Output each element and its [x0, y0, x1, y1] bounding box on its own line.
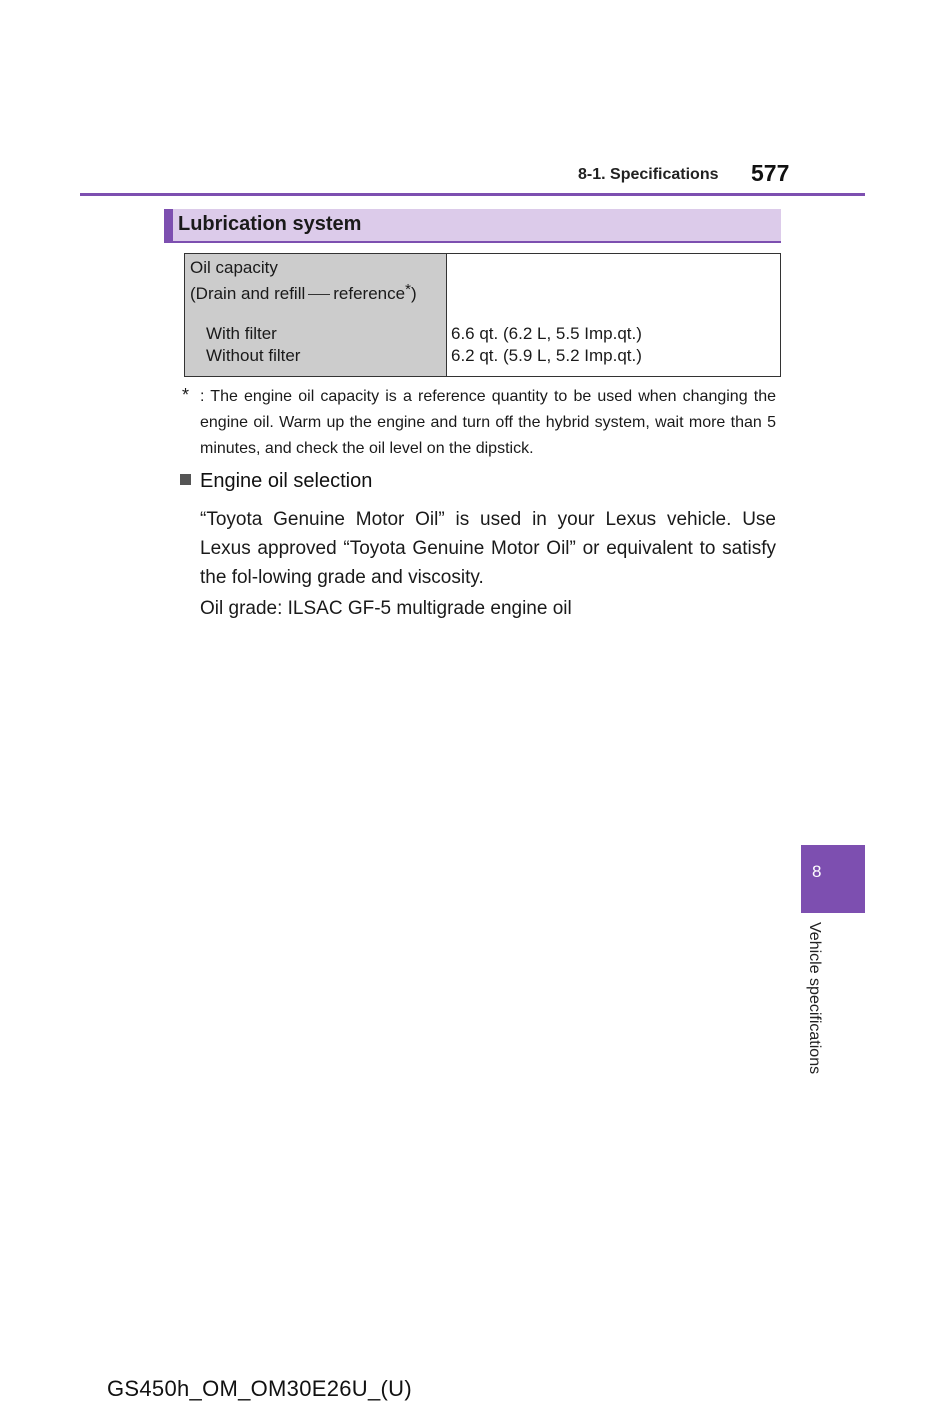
engine-oil-heading [180, 470, 372, 493]
reference-star: * [405, 281, 411, 298]
chapter-tab[interactable] [801, 845, 865, 913]
section-label: 8-1. Specifications [578, 166, 719, 183]
page-number: 577 [751, 160, 790, 186]
table-row-label: Without filter [206, 346, 301, 365]
engine-oil-paragraph: “Toyota Genuine Motor Oil” is used in your Lexus vehicle. Use Lexus approved “Toyota Genuine Motor Oil” or equivalent to satisfy the fol-lowing grade and viscosity. [200, 509, 776, 588]
engine-oil-heading-text: Engine oil selection [200, 470, 373, 492]
oil-capacity-table [184, 253, 781, 377]
drain-refill-prefix: (Drain and refill [190, 284, 306, 303]
section-title: Lubrication system [178, 213, 362, 235]
dash-line [308, 294, 330, 295]
chapter-number: 8 [812, 862, 822, 881]
table-label-cell [185, 254, 447, 376]
document-id: GS450h_OM_OM30E26U_(U) [107, 1376, 412, 1401]
closing-paren: ) [410, 284, 417, 303]
footnote-text: : The engine oil capacity is a reference quantity to be used when changing the engine oil. Warm up the engine and turn off the hybrid system, wait more than 5 minutes, and check the oil level on the dipstick. [200, 388, 776, 457]
reference-text: reference [333, 284, 406, 303]
oil-grade-line: Oil grade: ILSAC GF-5 multigrade engine oil [200, 598, 572, 619]
oil-capacity-label: Oil capacity [190, 258, 278, 277]
section-title-bar [164, 209, 781, 243]
table-row-value: 6.2 qt. (5.9 L, 5.2 Imp.qt.) [451, 346, 642, 365]
footnote-marker: * [182, 385, 190, 405]
chapter-title-vertical: Vehicle specifications [806, 922, 823, 1075]
header-divider [80, 193, 865, 196]
title-accent-bar [164, 209, 173, 241]
square-bullet-icon [180, 474, 191, 485]
drain-refill-label [190, 279, 417, 305]
table-row-value: 6.6 qt. (6.2 L, 5.5 Imp.qt.) [451, 324, 642, 343]
footnote [182, 384, 776, 462]
table-row-label: With filter [206, 324, 277, 343]
table-value-cell [447, 254, 780, 376]
